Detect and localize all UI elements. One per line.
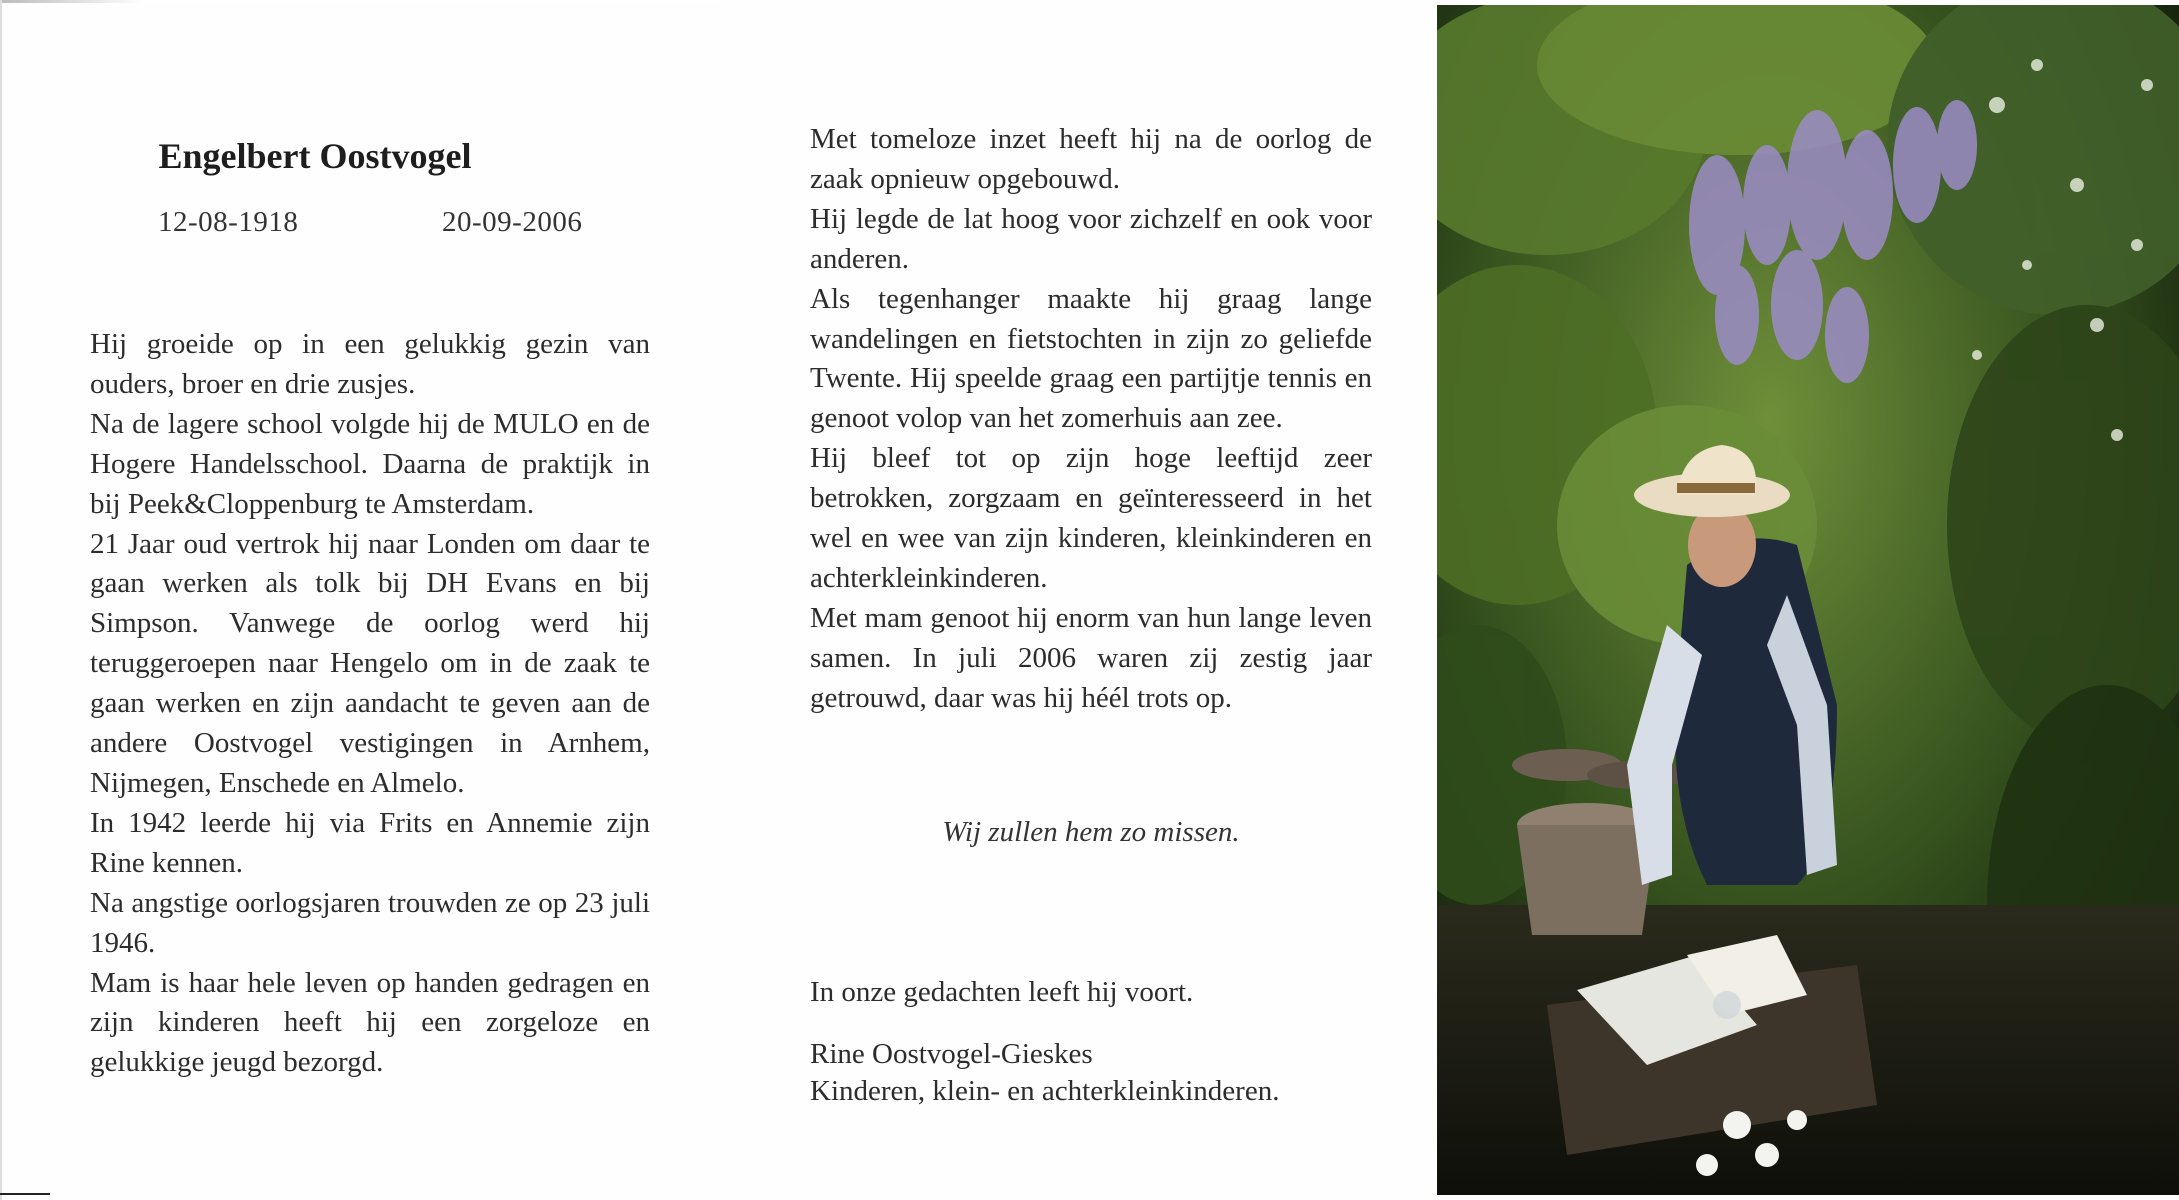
signature-spouse: Rine Oostvogel-Gieskes: [810, 1038, 1093, 1070]
right-text-column: [810, 120, 1372, 719]
paragraph: Met mam genoot hij enorm van hun lange leven samen. In juli 2006 waren zij zestig jaar getrouwd, daar was hij héél trots op.: [810, 601, 1372, 714]
paragraph: Hij bleef tot op zijn hoge leeftijd zeer betrokken, zorgzaam en geïnteresseerd in het wel en wee van zijn kinderen, kleinkinderen en achterkleinkinderen.: [810, 442, 1372, 594]
motto: Wij zullen hem zo missen.: [942, 816, 1240, 848]
left-text-column: [90, 325, 650, 1083]
paragraph: Als tegenhanger maakte hij graag lange wandelingen en fietstochten in zijn zo geliefde Twente. Hij speelde graag een partijtje tennis en genoot volop van het zomerhuis aan zee.: [810, 282, 1372, 435]
signature-family: Kinderen, klein- en achterkleinkinderen.: [810, 1075, 1280, 1107]
deceased-name: Engelbert Oostvogel: [158, 136, 472, 176]
paragraph: 21 Jaar oud vertrok hij naar Londen om daar te gaan werken als tolk bij DH Evans en bij Simpson. Vanwege de oorlog werd hij teruggeroepen naar Hengelo om in de zaak te gaan werken en zijn aandacht te geven aan de andere Oostvogel vestigingen in Arnhem, Nijmegen, Enschede en Almelo.: [90, 527, 650, 799]
scan-edge-top: [0, 0, 720, 3]
paragraph: Mam is haar hele leven op handen gedragen en zijn kinderen heeft hij een zorgeloze en gelukkige jeugd bezorgd.: [90, 966, 650, 1079]
paragraph: Na de lagere school volgde hij de MULO en de Hogere Handelsschool. Daarna de praktijk in bij Peek&Cloppenburg te Amsterdam.: [90, 407, 650, 520]
closing-line: In onze gedachten leeft hij voort.: [810, 976, 1194, 1008]
scan-edge-bottom: [0, 1193, 50, 1195]
paragraph: Met tomeloze inzet heeft hij na de oorlog de zaak opnieuw opgebouwd.: [810, 123, 1372, 195]
birth-date: 12-08-1918: [158, 206, 299, 238]
paragraph: Na angstige oorlogsjaren trouwden ze op 23 juli 1946.: [90, 886, 650, 959]
death-date: 20-09-2006: [442, 206, 583, 238]
garden-portrait-photo: [1437, 5, 2179, 1195]
paragraph: Hij groeide op in een gelukkig gezin van ouders, broer en drie zusjes.: [90, 328, 650, 400]
scan-edge-left: [0, 0, 2, 1200]
paragraph: Hij legde de lat hoog voor zichzelf en ook voor anderen.: [810, 202, 1372, 275]
garden-portrait-icon: [1437, 5, 2179, 1195]
paragraph: In 1942 leerde hij via Frits en Annemie zijn Rine kennen.: [90, 806, 650, 879]
